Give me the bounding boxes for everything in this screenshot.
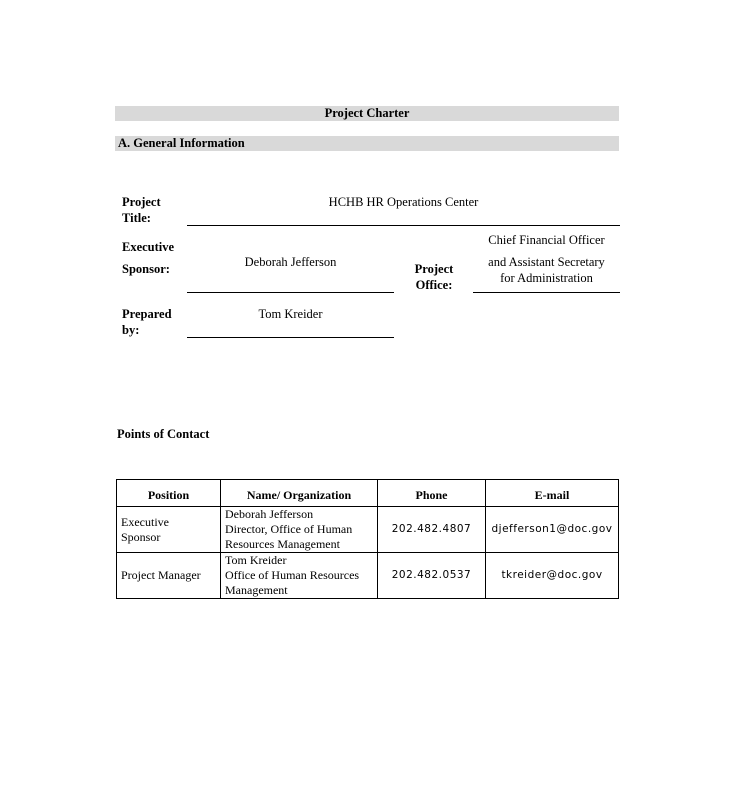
project-title-label-line-1: Project bbox=[122, 195, 161, 209]
prepared-by-value: Tom Kreider bbox=[258, 307, 323, 321]
contacts-table bbox=[116, 479, 619, 599]
project-office-value-line-1: Chief Financial Officer bbox=[488, 233, 605, 247]
contact-position-line-1: Project Manager bbox=[121, 568, 201, 582]
prepared-by-label bbox=[122, 306, 172, 338]
contact-name: Deborah Jefferson bbox=[225, 507, 314, 521]
column-header-phone: Phone bbox=[378, 480, 486, 507]
project-office-value-line-3: for Administration bbox=[500, 271, 593, 285]
contact-position bbox=[117, 553, 221, 599]
project-office-value bbox=[473, 254, 620, 286]
contact-organization-line-2: Resources Management bbox=[225, 537, 340, 551]
contact-position-line-2: Sponsor bbox=[121, 529, 161, 544]
section-heading-general-information: A. General Information bbox=[115, 136, 619, 151]
contact-name-organization bbox=[221, 553, 378, 599]
contact-organization-line-2: Management bbox=[225, 583, 288, 597]
project-office-value-line-2: and Assistant Secretary bbox=[488, 255, 605, 269]
column-header-name-organization: Name/ Organization bbox=[221, 480, 378, 507]
contact-name-organization bbox=[221, 507, 378, 553]
project-title-label bbox=[122, 194, 161, 226]
contact-organization-line-1: Director, Office of Human bbox=[225, 522, 353, 536]
prepared-by-label-line-1: Prepared bbox=[122, 307, 172, 321]
table-header-row bbox=[117, 480, 619, 507]
contact-email: tkreider@doc.gov bbox=[486, 553, 619, 599]
table-row bbox=[117, 553, 619, 599]
contact-position-line-1: Executive bbox=[121, 514, 169, 529]
contact-position bbox=[117, 507, 221, 553]
project-title-label-line-2: Title: bbox=[122, 211, 151, 225]
contact-email: djefferson1@doc.gov bbox=[486, 507, 619, 553]
project-office-label bbox=[406, 261, 462, 293]
executive-sponsor-label-line-1: Executive bbox=[122, 240, 175, 254]
project-title-underline bbox=[187, 225, 620, 226]
column-header-position: Position bbox=[117, 480, 221, 507]
project-office-underline bbox=[473, 292, 620, 293]
page-title: Project Charter bbox=[115, 106, 619, 121]
project-title-value: HCHB HR Operations Center bbox=[328, 195, 479, 209]
executive-sponsor-underline bbox=[187, 292, 394, 293]
executive-sponsor-value: Deborah Jefferson bbox=[244, 255, 337, 269]
column-header-email: E-mail bbox=[486, 480, 619, 507]
contact-phone: 202.482.4807 bbox=[378, 507, 486, 553]
points-of-contact-heading: Points of Contact bbox=[117, 427, 210, 441]
project-office-label-line-2: Office: bbox=[415, 278, 453, 292]
contact-name: Tom Kreider bbox=[225, 553, 287, 567]
table-row bbox=[117, 507, 619, 553]
executive-sponsor-label-line-2: Sponsor: bbox=[122, 262, 170, 276]
contact-organization-line-1: Office of Human Resources bbox=[225, 568, 360, 582]
prepared-by-label-line-2: by: bbox=[122, 323, 140, 337]
project-office-label-line-1: Project bbox=[414, 262, 454, 276]
contact-phone: 202.482.0537 bbox=[378, 553, 486, 599]
prepared-by-underline bbox=[187, 337, 394, 338]
